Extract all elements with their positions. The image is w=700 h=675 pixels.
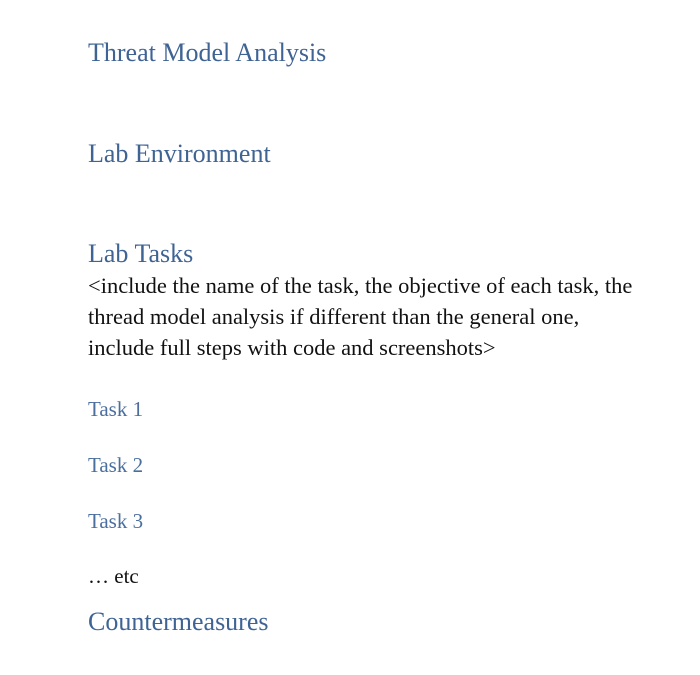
countermeasures-heading: Countermeasures <box>88 607 269 636</box>
lab-environment-heading: Lab Environment <box>88 139 271 168</box>
task-1-heading: Task 1 <box>88 397 144 421</box>
etc-text: … etc <box>88 564 139 588</box>
task-2-heading: Task 2 <box>88 453 144 477</box>
threat-model-analysis-heading: Threat Model Analysis <box>88 38 327 67</box>
lab-tasks-heading: Lab Tasks <box>88 239 194 268</box>
lab-tasks-instructions: <include the name of the task, the objective of each task, the thread model analysis if different than the general one, include full steps with code and screenshots> <box>88 273 633 360</box>
task-3-heading: Task 3 <box>88 509 144 533</box>
